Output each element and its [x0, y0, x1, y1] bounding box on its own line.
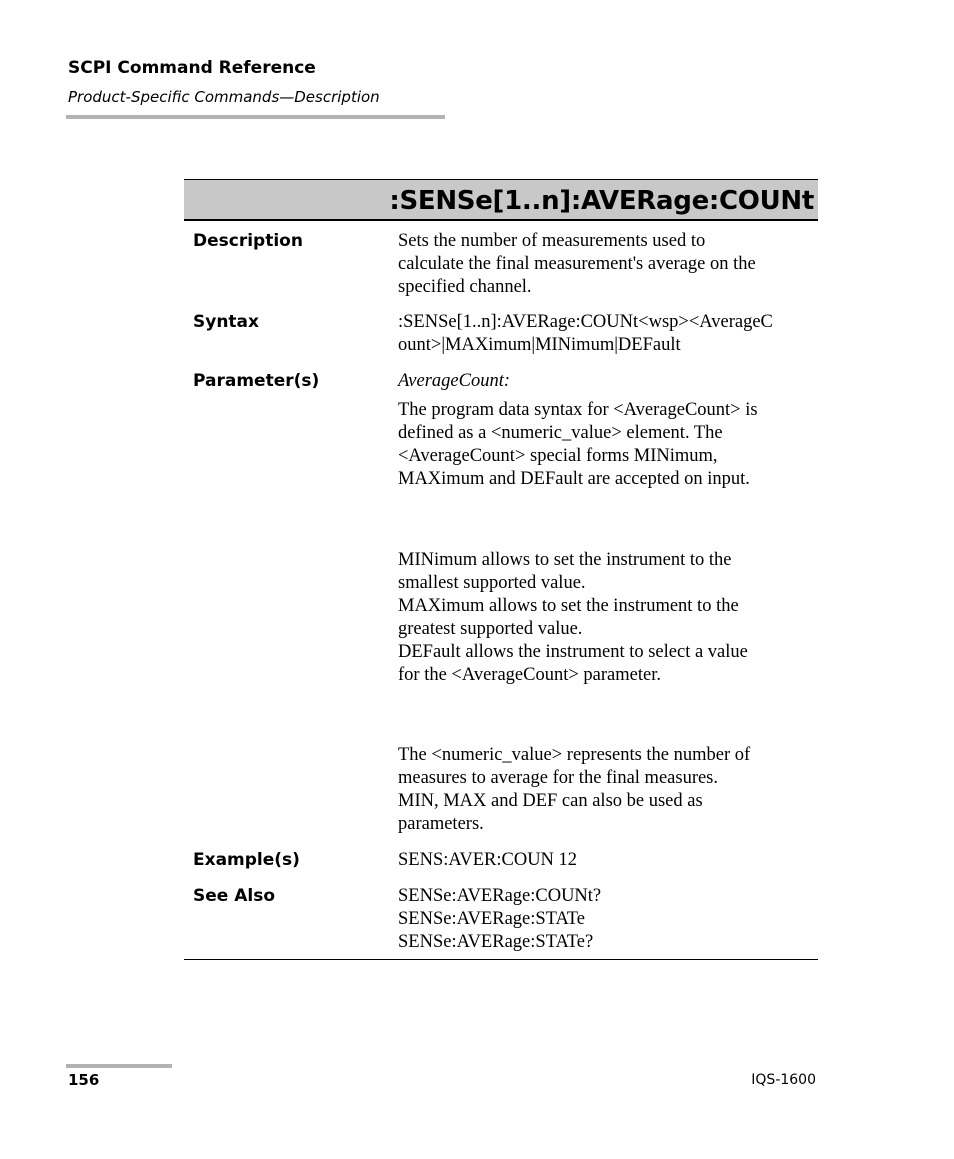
see-also-item: SENSe:AVERage:STATe?	[398, 932, 594, 952]
text-line: The program data syntax for <AverageCount> is	[398, 400, 758, 420]
description-label: Description	[193, 231, 303, 251]
examples-label: Example(s)	[193, 850, 300, 870]
see-also-label: See Also	[193, 886, 276, 906]
text-line: ount>|MAXimum|MINimum|DEFault	[398, 335, 681, 355]
table-bottom-rule	[184, 959, 818, 960]
header-divider	[66, 115, 445, 119]
see-also-item: SENSe:AVERage:COUNt?	[398, 886, 602, 906]
text-line: Sets the number of measurements used to	[398, 231, 706, 251]
syntax-label: Syntax	[193, 312, 259, 332]
text-line: specified channel.	[398, 277, 532, 297]
command-title: :SENSe[1..n]:AVERage:COUNt	[389, 186, 814, 216]
text-line: greatest supported value.	[398, 619, 583, 639]
text-line: smallest supported value.	[398, 573, 586, 593]
examples-text	[398, 849, 818, 872]
see-also-list	[398, 885, 818, 954]
text-line: MAXimum and DEFault are accepted on input.	[398, 469, 750, 489]
text-line: measures to average for the final measures.	[398, 768, 719, 788]
text-line: MAXimum allows to set the instrument to the	[398, 596, 739, 616]
syntax-text	[398, 311, 818, 357]
section-subtitle: Product-Specific Commands—Description	[68, 88, 380, 106]
parameters-label: Parameter(s)	[193, 371, 320, 391]
text-line: MIN, MAX and DEF can also be used as	[398, 791, 703, 811]
parameter-paragraph-3	[398, 744, 818, 836]
text-line: The <numeric_value> represents the number of	[398, 745, 751, 765]
parameter-name: AverageCount:	[398, 371, 511, 391]
text-line: parameters.	[398, 814, 484, 834]
footer-divider	[66, 1064, 172, 1068]
parameter-paragraph-2	[398, 549, 818, 687]
text-line: <AverageCount> special forms MINimum,	[398, 446, 718, 466]
text-line: DEFault allows the instrument to select a value	[398, 642, 748, 662]
text-line: SENS:AVER:COUN 12	[398, 850, 578, 870]
description-text	[398, 230, 818, 299]
parameter-paragraph-1	[398, 399, 818, 491]
section-title: SCPI Command Reference	[68, 58, 316, 78]
page-number: 156	[68, 1071, 100, 1089]
text-line: MINimum allows to set the instrument to the	[398, 550, 732, 570]
text-line: defined as a <numeric_value> element. The	[398, 423, 723, 443]
text-line: calculate the final measurement's average on the	[398, 254, 756, 274]
see-also-item: SENSe:AVERage:STATe	[398, 909, 586, 929]
text-line: :SENSe[1..n]:AVERage:COUNt<wsp><AverageC	[398, 312, 773, 332]
product-name: IQS-1600	[751, 1072, 816, 1088]
command-title-bar	[184, 179, 818, 221]
text-line: for the <AverageCount> parameter.	[398, 665, 661, 685]
